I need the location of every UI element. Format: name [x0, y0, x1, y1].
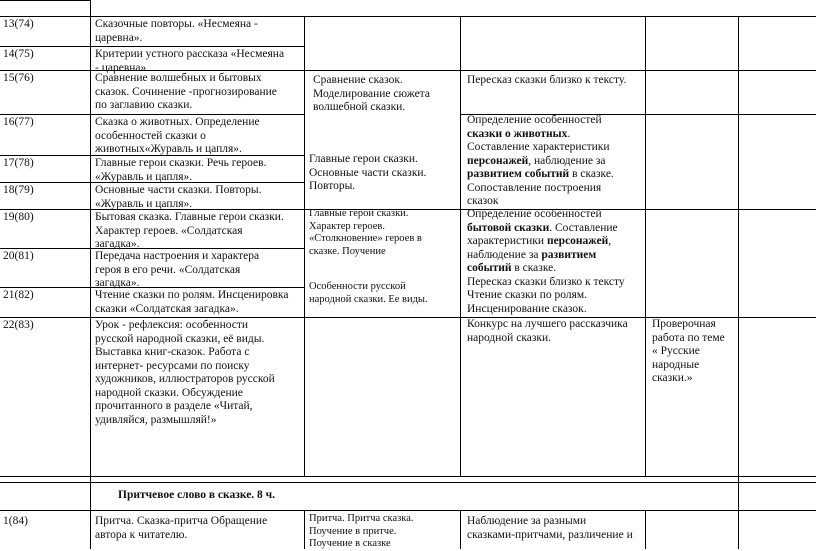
row-number: 15(76) — [3, 72, 34, 84]
section-title: Притчевое слово в сказке. 8 ч. — [118, 489, 276, 501]
activity-line — [467, 235, 642, 249]
grid-line — [460, 510, 461, 549]
row-number: 20(81) — [3, 250, 34, 262]
activity-line: Определение особенностей — [467, 114, 602, 126]
content-text: Особенности русской народной сказки. Ее виды. — [309, 281, 428, 305]
activity-text: характеристики — [467, 235, 547, 247]
lesson-topic: Критерии устного рассказа «Несмеяна - царевна». — [95, 48, 285, 74]
lesson-topic: Передача настроения и характера героя в его речи. «Солдатская загадка». — [95, 250, 260, 289]
activity-line: Чтение сказки по ролям. — [467, 289, 587, 301]
grid-line — [90, 0, 91, 549]
emphasis-text: персонажей — [467, 154, 529, 167]
lesson-topic: Притча. Сказка-притча Обращение автора к читателю. — [95, 515, 268, 541]
activity-line: Пересказ сказки близко к тексту — [467, 275, 625, 288]
lesson-topic: Основные части сказки. Повторы. «Журавль и цапля». — [95, 184, 262, 210]
activity-block-everyday-tales — [467, 208, 642, 316]
lesson-topic: Главные герои сказки. Речь героев. «Журавль и цапля». — [95, 157, 267, 183]
row-number: 14(75) — [3, 48, 34, 60]
activity-text: . — [567, 127, 571, 140]
activity-line — [467, 262, 642, 276]
activity-line: Определение особенностей — [467, 208, 602, 220]
grid-line — [0, 510, 816, 511]
activity-line — [467, 249, 642, 263]
activity-text: , — [608, 235, 612, 247]
grid-line — [0, 482, 816, 483]
emphasis-text: персонажей — [546, 235, 609, 247]
lesson-topic: Сравнение волшебных и бытовых сказок. Сочинение -прогнозирование по заглавию сказки. — [95, 72, 277, 111]
emphasis-text: бытовой сказки — [467, 221, 550, 234]
activity-line: Инсценирование сказок. — [467, 302, 587, 315]
content-text: Главные герои сказки. Основные части сказки. Повторы. — [309, 153, 427, 192]
content-text: Притча. Притча сказка. Поучение в притче. Поучение в сказке — [309, 513, 414, 549]
grid-line — [645, 510, 646, 549]
activity-text: наблюдение за — [467, 248, 542, 261]
activity-text: в сказке. — [511, 262, 557, 274]
row-number: 19(80) — [3, 211, 34, 223]
activity-line — [467, 128, 642, 142]
activity-text: Конкурс на лучшего рассказчика народной сказки. — [467, 318, 628, 344]
grid-line — [645, 16, 646, 476]
activity-text: Наблюдение за разными сказками-притчами, различение и — [467, 515, 633, 541]
emphasis-text: развитием событий — [467, 168, 570, 180]
activity-text: Пересказ сказки близко к тексту. — [467, 74, 627, 86]
lesson-topic: Сказка о животных. Определение особенностей сказки о животных«Журавль и цапля». — [95, 116, 260, 155]
grid-line — [460, 16, 461, 476]
grid-line — [0, 16, 816, 17]
lesson-topic: Чтение сказки по ролям. Инсценировка сказки «Солдатская загадка». — [95, 289, 289, 315]
grid-line — [0, 114, 304, 115]
row-number: 16(77) — [3, 116, 34, 128]
grid-line — [304, 16, 305, 476]
activity-block-animal-tales — [467, 114, 642, 209]
grid-line — [0, 0, 90, 1]
activity-line: Составление характеристики — [467, 141, 610, 153]
emphasis-text: развитием — [541, 248, 597, 261]
lesson-topic: Бытовая сказка. Главные герои сказки. Характер героев. «Солдатская загадка». — [95, 211, 284, 250]
emphasis-text: событий — [467, 262, 512, 274]
activity-line — [467, 222, 642, 236]
row-number: 1(84) — [3, 515, 28, 527]
activity-text: , наблюдение за — [528, 154, 606, 167]
grid-line — [0, 476, 816, 477]
grid-line — [304, 510, 305, 549]
lesson-topic: Сказочные повторы. «Несмеяна - царевна». — [95, 18, 258, 44]
emphasis-text: сказки о животных — [467, 127, 568, 140]
row-number: 22(83) — [3, 319, 34, 331]
activity-text: . Составление — [549, 221, 618, 234]
control-text: Проверочная работа по теме « Русские народные сказки.» — [652, 318, 725, 384]
row-number: 17(78) — [3, 157, 34, 169]
lesson-topic: Урок - рефлексия: особенности русской народной сказки, её виды. Выставка книг-сказок. Работа с интернет- ресурсами по поиску художников, иллюстраторов русской народной сказки. Обсуждение прочитанного в разделе «Читай, удивляйся, размышляй!» — [95, 319, 275, 426]
row-number: 13(74) — [3, 18, 34, 30]
grid-line — [738, 16, 739, 549]
activity-line: Сопоставление построения — [467, 181, 602, 194]
activity-line — [467, 155, 642, 169]
row-number: 21(82) — [3, 289, 34, 301]
content-text: Сравнение сказок. Моделирование сюжета волшебной сказки. — [313, 74, 430, 113]
grid-line — [0, 46, 304, 47]
row-number: 18(79) — [3, 184, 34, 196]
activity-line — [467, 168, 642, 182]
activity-line: сказок — [467, 195, 499, 207]
activity-text: в сказке. — [569, 168, 614, 180]
content-text: Главные герои сказки. Характер героев. «Столкновение» героев в сказке. Поучение — [309, 208, 422, 257]
